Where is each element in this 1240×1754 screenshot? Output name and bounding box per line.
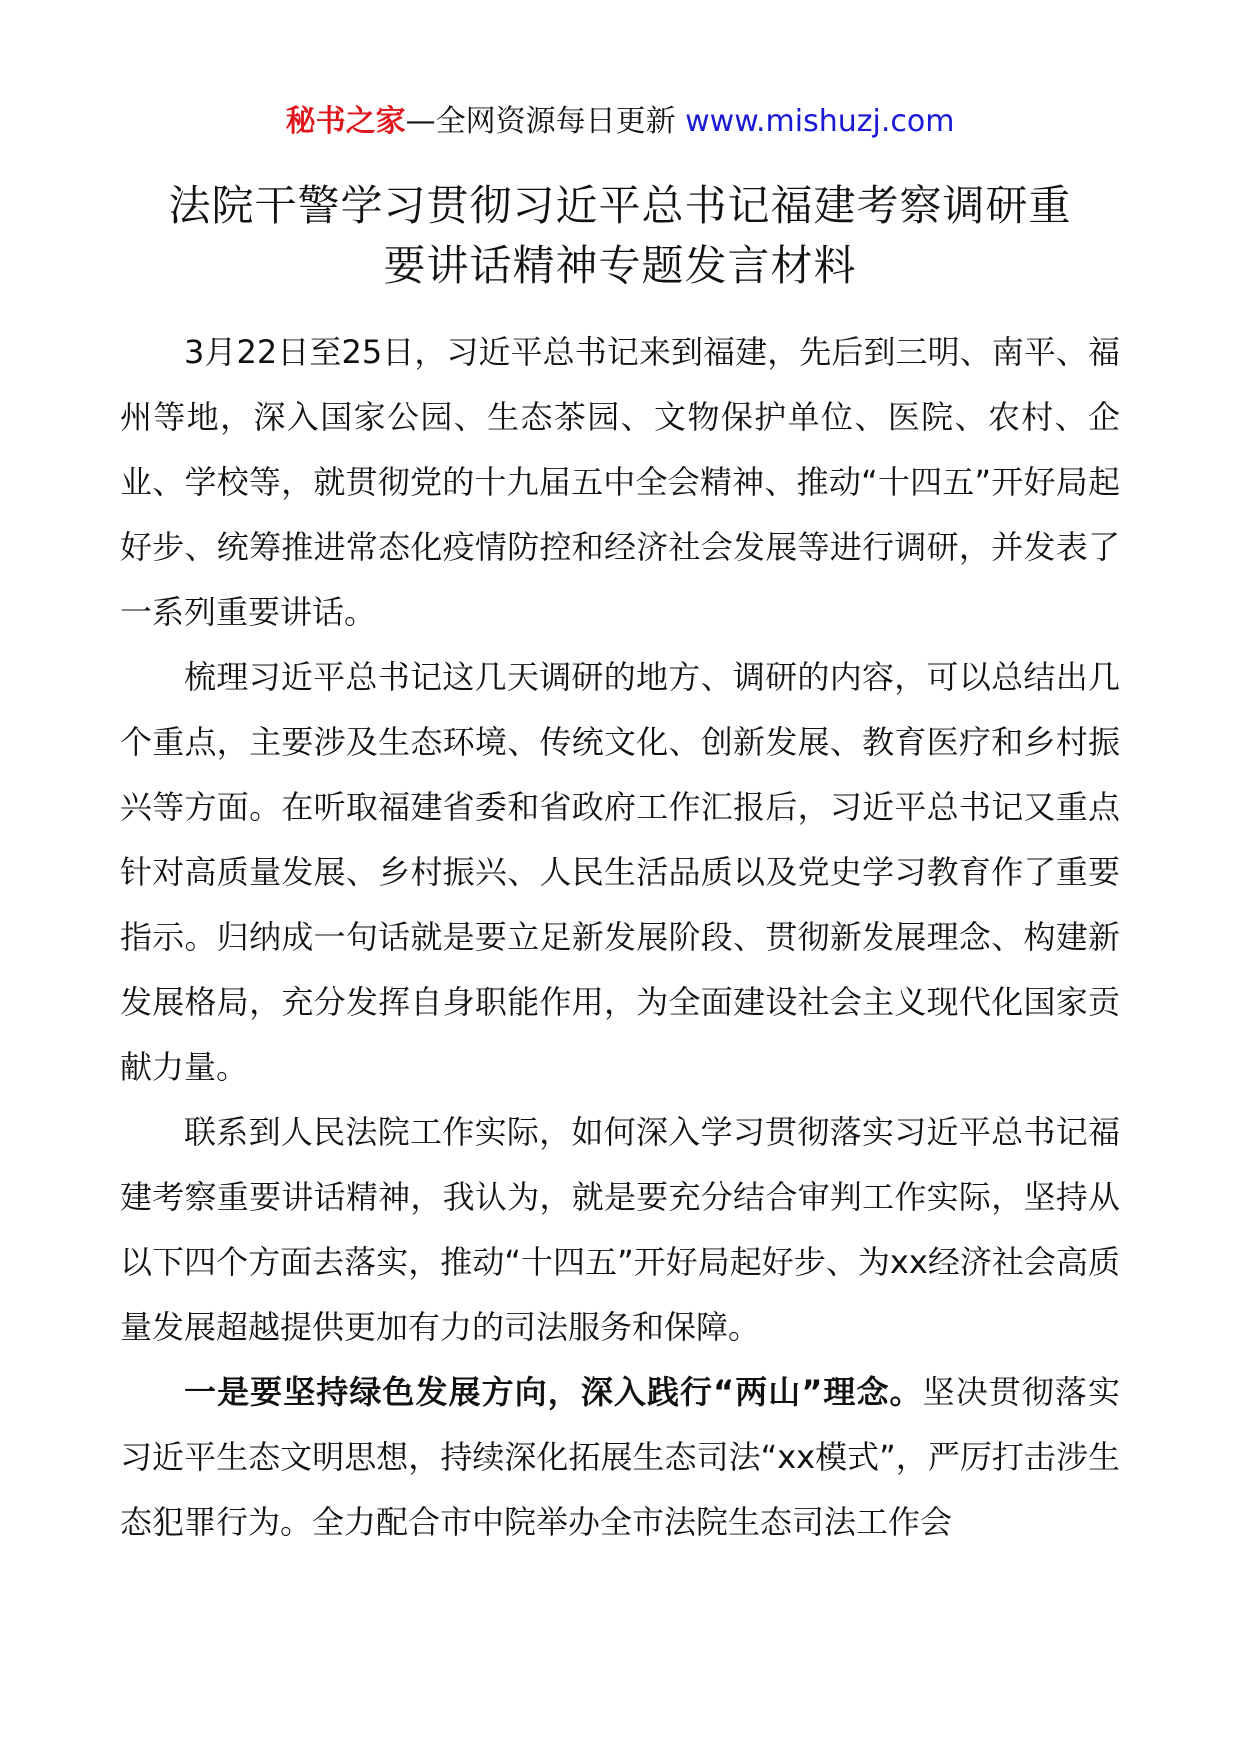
title-line-2: 要讲话精神专题发言材料 <box>383 241 857 290</box>
header-tagline: —全网资源每日更新 <box>405 104 686 139</box>
paragraph-3: 联系到人民法院工作实际，如何深入学习贯彻落实习近平总书记福建考察重要讲话精神，我认为，就是要充分结合审判工作实际，坚持从以下四个方面去落实，推动“十四五”开好局起好步、为xx经济社会高质量发展超越提供更加有力的司法服务和保障。 <box>120 1113 1120 1346</box>
paragraph-2: 梳理习近平总书记这几天调研的地方、调研的内容，可以总结出几个重点，主要涉及生态环境、传统文化、创新发展、教育医疗和乡村振兴等方面。在听取福建省委和省政府工作汇报后，习近平总书记又重点针对高质量发展、乡村振兴、人民生活品质以及党史学习教育作了重要指示。归纳成一句话就是要立足新发展阶段、贯彻新发展理念、构建新发展格局，充分发挥自身职能作用，为全面建设社会主义现代化国家贡献力量。 <box>120 658 1120 1086</box>
site-header <box>0 102 1240 142</box>
title-line-1: 法院干警学习贯彻习近平总书记福建考察调研重 <box>168 181 1072 230</box>
brand-name: 秘书之家 <box>285 104 406 139</box>
point-1-lead: 一是要坚持绿色发展方向，深入践行“两山”理念。 <box>184 1373 923 1411</box>
point-1-body: 坚决贯彻落实习近平生态文明思想，持续深化拓展生态司法“xx模式”，严厉打击涉生态犯罪行为。全力配合市中院举办全市法院生态司法工作会 <box>120 1373 1120 1541</box>
site-url[interactable]: www.mishuzj.com <box>685 104 955 139</box>
paragraph-4 <box>120 1360 1120 1555</box>
document-title <box>120 176 1120 296</box>
paragraph-1: 3月22日至25日，习近平总书记来到福建，先后到三明、南平、福州等地，深入国家公园、生态茶园、文物保护单位、医院、农村、企业、学校等，就贯彻党的十九届五中全会精神、推动“十四五”开好局起好步、统筹推进常态化疫情防控和经济社会发展等进行调研，并发表了一系列重要讲话。 <box>120 333 1120 631</box>
document-body <box>120 320 1120 1555</box>
